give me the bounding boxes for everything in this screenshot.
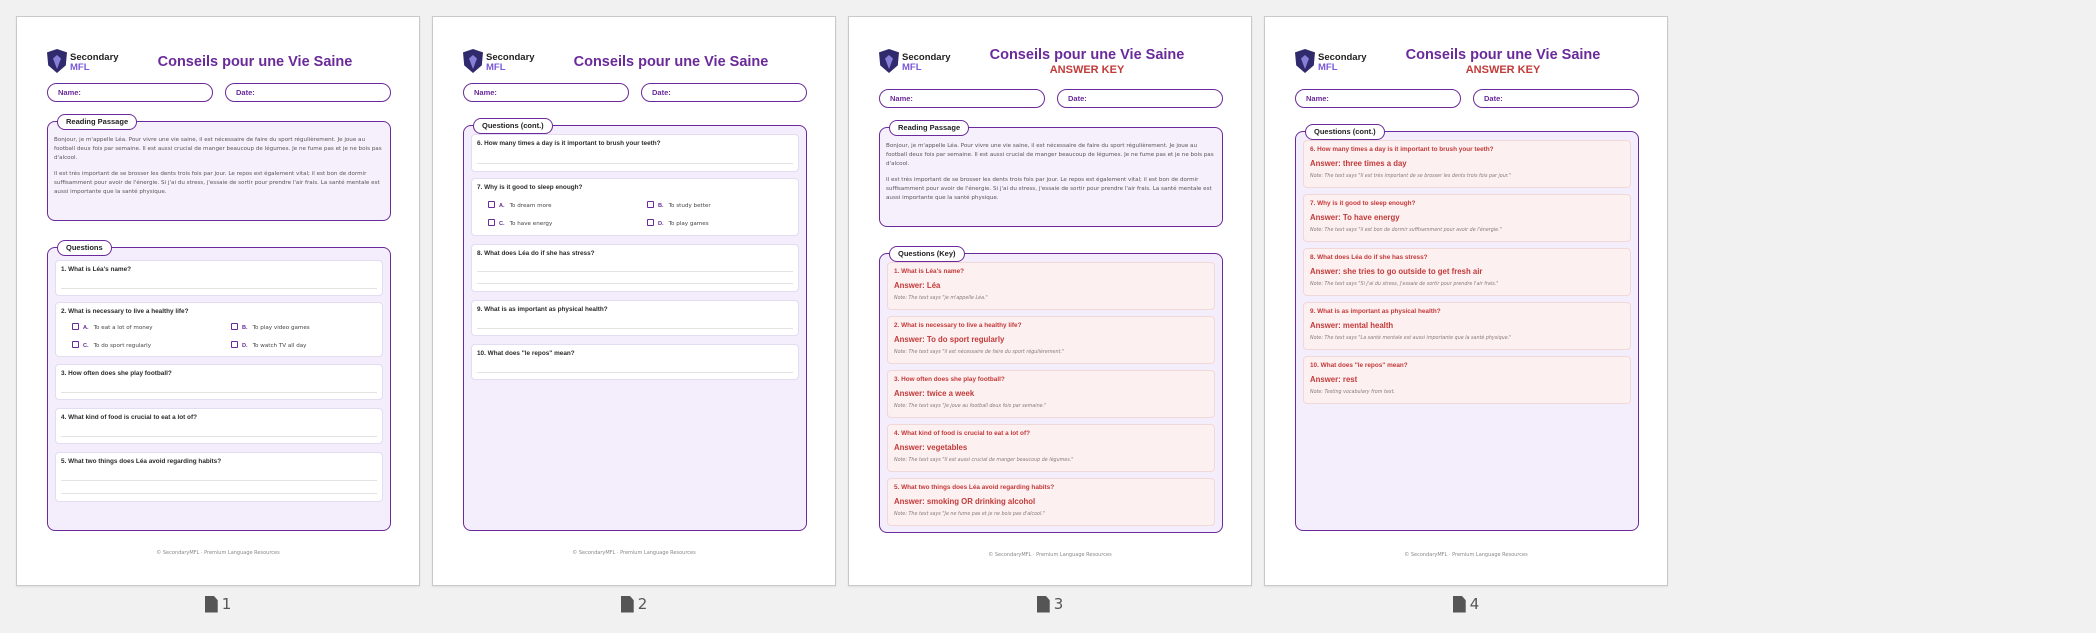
page-label-1[interactable]: [16, 595, 420, 613]
answer-line: [61, 493, 377, 494]
answer-box: [887, 316, 1215, 364]
answer-note: Note: The text says "Je ne fume pas et je ne bois pas d'alcool.": [894, 512, 1046, 517]
logo-text: Secondary: [70, 52, 119, 63]
option-a[interactable]: [488, 201, 552, 209]
name-field[interactable]: Name:: [47, 83, 213, 102]
passage-paragraph: Bonjour, je m'appelle Léa. Pour vivre une vie saine, il est nécessaire de faire du sport régulièrement. Je joue au football deux fois par semaine. Il est aussi crucial de manger beaucoup de légumes. Je ne fume pas et je ne bois pas d'alcool.: [886, 143, 1214, 168]
answer-line: [477, 163, 793, 164]
checkbox-icon[interactable]: [231, 323, 238, 330]
page-title: Conseils pour une Vie Saine: [989, 47, 1185, 63]
answer-question: 3. How often does she play football?: [894, 376, 1005, 383]
answer-note: Note: The text says "Il est très important de se brosser les dents trois fois par jour.": [1310, 174, 1512, 179]
answer-note: Note: The text says "il est nécessaire de faire du sport régulièrement.": [894, 350, 1065, 355]
answer-question: 8. What does Léa do if she has stress?: [1310, 254, 1428, 261]
answer-question: 2. What is necessary to live a healthy life?: [894, 322, 1022, 329]
answer-question: 6. How many times a day is it important to brush your teeth?: [1310, 146, 1494, 153]
checkbox-icon[interactable]: [72, 323, 79, 330]
page-header: [463, 47, 805, 87]
question-text: 10. What does "le repos" mean?: [477, 350, 575, 357]
date-field[interactable]: Date:: [1473, 89, 1639, 108]
answer-question: 9. What is as important as physical health?: [1310, 308, 1441, 315]
question-box[interactable]: [55, 302, 383, 357]
page-footer: © SecondaryMFL · Premium Language Resources: [1404, 552, 1528, 558]
answer-line: [61, 392, 377, 393]
logo-text-mfl: MFL: [1318, 62, 1338, 73]
page-label-4[interactable]: [1264, 595, 1668, 613]
question-text: 7. Why is it good to sleep enough?: [477, 184, 583, 191]
answer-line: [477, 372, 793, 373]
answer-text: Answer: three times a day: [1310, 159, 1407, 168]
page-icon: [205, 596, 218, 613]
option-text: To eat a lot of money: [93, 325, 153, 331]
option-d[interactable]: [647, 219, 709, 227]
answer-text: Answer: To do sport regularly: [894, 335, 1005, 344]
page-1[interactable]: [16, 16, 420, 586]
page-label-2[interactable]: [432, 595, 836, 613]
page-4[interactable]: [1264, 16, 1668, 586]
option-text: To play games: [668, 221, 709, 227]
questions-cont-key-section: [1295, 127, 1639, 531]
logo-text: Secondary: [902, 52, 951, 63]
answer-note: Note: The text says "La santé mentale est aussi importante que la santé physique.": [1310, 336, 1512, 341]
answer-box: [887, 424, 1215, 472]
shield-icon: [463, 49, 483, 73]
date-field[interactable]: Date:: [225, 83, 391, 102]
answer-line: [61, 288, 377, 289]
section-label: Questions (cont.): [473, 118, 553, 134]
option-text: To have energy: [509, 221, 553, 227]
page-label-3[interactable]: [848, 595, 1252, 613]
question-text: 2. What is necessary to live a healthy life?: [61, 308, 189, 315]
section-label: Questions (Key): [889, 246, 965, 262]
page-title: Conseils pour une Vie Saine: [1405, 47, 1601, 63]
answer-question: 5. What two things does Léa avoid regarding habits?: [894, 484, 1055, 491]
question-box[interactable]: [55, 260, 383, 296]
answer-text: Answer: rest: [1310, 375, 1358, 384]
question-text: 6. How many times a day is it important to brush your teeth?: [477, 140, 661, 147]
option-text: To watch TV all day: [252, 343, 307, 349]
option-d[interactable]: [231, 341, 306, 349]
shield-icon: [47, 49, 67, 73]
logo-text-mfl: MFL: [70, 62, 90, 73]
page-icon: [1453, 596, 1466, 613]
passage-text: [54, 136, 384, 197]
answer-question: 10. What does "le repos" mean?: [1310, 362, 1408, 369]
page-number: 4: [1469, 595, 1480, 613]
logo-text: Secondary: [486, 52, 535, 63]
answer-note: Note: The text says "Si j'ai du stress, j'essaie de sortir pour prendre l'air frais.": [1310, 282, 1499, 287]
answer-key-label: ANSWER KEY: [1049, 64, 1125, 76]
name-field[interactable]: Name:: [1295, 89, 1461, 108]
answer-box: [887, 478, 1215, 526]
option-b[interactable]: [647, 201, 711, 209]
option-c[interactable]: [72, 341, 151, 349]
page-number: 1: [221, 595, 232, 613]
logo-text: Secondary: [1318, 52, 1367, 63]
question-box[interactable]: [471, 244, 799, 292]
answer-question: 4. What kind of food is crucial to eat a lot of?: [894, 430, 1030, 437]
option-b[interactable]: [231, 323, 310, 331]
answer-line: [61, 436, 377, 437]
page-header: [1295, 47, 1637, 87]
checkbox-icon[interactable]: [488, 201, 495, 208]
passage-paragraph: Il est très important de se brosser les dents trois fois par jour. Le repos est également vital; il est bon de dormir suffisamment pour avoir de l'énergie. Si j'ai du stress, j'essaie de sortir pour prendre l'air frais. La santé mentale est aussi importante que la santé physique.: [54, 170, 380, 196]
answer-text: Answer: mental health: [1310, 321, 1394, 330]
option-text: To play video games: [252, 325, 310, 331]
page-footer: © SecondaryMFL · Premium Language Resources: [572, 550, 696, 556]
option-text: To study better: [668, 203, 711, 209]
page-number: 2: [637, 595, 648, 613]
option-letter: A.: [83, 325, 89, 331]
question-box[interactable]: [55, 408, 383, 444]
answer-note: Note: The text says "Je joue au football deux fois par semaine.": [894, 404, 1047, 409]
answer-text: Answer: twice a week: [894, 389, 975, 398]
option-letter: C.: [83, 343, 89, 349]
answer-note: Note: Testing vocabulary from text.: [1310, 390, 1396, 395]
page-icon: [621, 596, 634, 613]
option-letter: A.: [499, 203, 505, 209]
name-field[interactable]: Name:: [879, 89, 1045, 108]
page-header: [47, 47, 389, 87]
answer-text: Answer: Léa: [894, 281, 941, 290]
checkbox-icon[interactable]: [647, 201, 654, 208]
option-c[interactable]: [488, 219, 552, 227]
page-title: Conseils pour une Vie Saine: [573, 54, 769, 70]
option-text: To dream more: [509, 203, 552, 209]
section-label: Questions: [57, 240, 112, 256]
checkbox-icon[interactable]: [488, 219, 495, 226]
questions-cont-section: [463, 121, 807, 531]
answer-text: Answer: To have energy: [1310, 213, 1400, 222]
checkbox-icon[interactable]: [72, 341, 79, 348]
answer-box: [1303, 140, 1631, 188]
answer-line: [477, 283, 793, 284]
shield-icon: [1295, 49, 1315, 73]
question-text: 8. What does Léa do if she has stress?: [477, 250, 595, 257]
secondary-mfl-logo: [463, 47, 543, 79]
reading-passage-section: [879, 123, 1223, 227]
page-title: Conseils pour une Vie Saine: [157, 54, 353, 70]
question-text: 5. What two things does Léa avoid regarding habits?: [61, 458, 222, 465]
question-box[interactable]: [55, 452, 383, 502]
name-field[interactable]: Name:: [463, 83, 629, 102]
answer-note: Note: The text says "il est bon de dormir suffisamment pour avoir de l'énergie.": [1310, 228, 1502, 233]
date-field[interactable]: Date:: [641, 83, 807, 102]
question-text: 9. What is as important as physical health?: [477, 306, 608, 313]
secondary-mfl-logo: [1295, 47, 1375, 79]
checkbox-icon[interactable]: [231, 341, 238, 348]
question-box[interactable]: [471, 300, 799, 336]
question-box[interactable]: [471, 134, 799, 172]
passage-text: [886, 142, 1216, 203]
page-icon: [1037, 596, 1050, 613]
answer-line: [61, 480, 377, 481]
option-letter: B.: [242, 325, 248, 331]
answer-key-label: ANSWER KEY: [1465, 64, 1541, 76]
question-box[interactable]: [471, 344, 799, 380]
answer-question: 7. Why is it good to sleep enough?: [1310, 200, 1416, 207]
answer-box: [1303, 356, 1631, 404]
option-letter: D.: [658, 221, 664, 227]
secondary-mfl-logo: [47, 47, 127, 79]
section-label: Reading Passage: [57, 114, 137, 130]
page-3[interactable]: [848, 16, 1252, 586]
date-field[interactable]: Date:: [1057, 89, 1223, 108]
reading-passage-section: [47, 117, 391, 221]
question-text: 1. What is Léa's name?: [61, 266, 132, 273]
logo-text-mfl: MFL: [902, 62, 922, 73]
questions-section: [47, 243, 391, 531]
answer-text: Answer: smoking OR drinking alcohol: [894, 497, 1036, 506]
answer-note: Note: The text says "Il est aussi crucial de manger beaucoup de légumes.": [894, 458, 1074, 463]
page-footer: © SecondaryMFL · Premium Language Resources: [988, 552, 1112, 558]
shield-icon: [879, 49, 899, 73]
section-label: Reading Passage: [889, 120, 969, 136]
option-letter: D.: [242, 343, 248, 349]
answer-text: Answer: vegetables: [894, 443, 968, 452]
page-header: [879, 47, 1221, 87]
page-footer: © SecondaryMFL · Premium Language Resources: [156, 550, 280, 556]
answer-line: [477, 271, 793, 272]
answer-text: Answer: she tries to go outside to get fresh air: [1310, 267, 1483, 276]
option-a[interactable]: [72, 323, 153, 331]
secondary-mfl-logo: [879, 47, 959, 79]
checkbox-icon[interactable]: [647, 219, 654, 226]
question-text: 3. How often does she play football?: [61, 370, 172, 377]
answer-box: [1303, 194, 1631, 242]
answer-box: [887, 262, 1215, 310]
option-text: To do sport regularly: [93, 343, 152, 349]
answer-box: [1303, 302, 1631, 350]
questions-key-section: [879, 249, 1223, 533]
page-2[interactable]: [432, 16, 836, 586]
answer-box: [1303, 248, 1631, 296]
page-number: 3: [1053, 595, 1064, 613]
passage-paragraph: Il est très important de se brosser les dents trois fois par jour. Le repos est également vital; il est bon de dormir suffisamment pour avoir de l'énergie. Si j'ai du stress, j'essaie de sortir pour prendre l'air frais. La santé mentale est aussi importante que la santé physique.: [886, 176, 1212, 202]
question-text: 4. What kind of food is crucial to eat a lot of?: [61, 414, 197, 421]
answer-line: [477, 328, 793, 329]
answer-note: Note: The text says "je m'appelle Léa.": [894, 296, 988, 301]
question-box[interactable]: [471, 178, 799, 236]
passage-paragraph: Bonjour, je m'appelle Léa. Pour vivre une vie saine, il est nécessaire de faire du sport régulièrement. Je joue au football deux fois par semaine. Il est aussi crucial de manger beaucoup de légumes. Je ne fume pas et je ne bois pas d'alcool.: [54, 137, 382, 162]
section-label: Questions (cont.): [1305, 124, 1385, 140]
option-letter: B.: [658, 203, 664, 209]
logo-text-mfl: MFL: [486, 62, 506, 73]
question-box[interactable]: [55, 364, 383, 400]
answer-box: [887, 370, 1215, 418]
answer-question: 1. What is Léa's name?: [894, 268, 965, 275]
option-letter: C.: [499, 221, 505, 227]
